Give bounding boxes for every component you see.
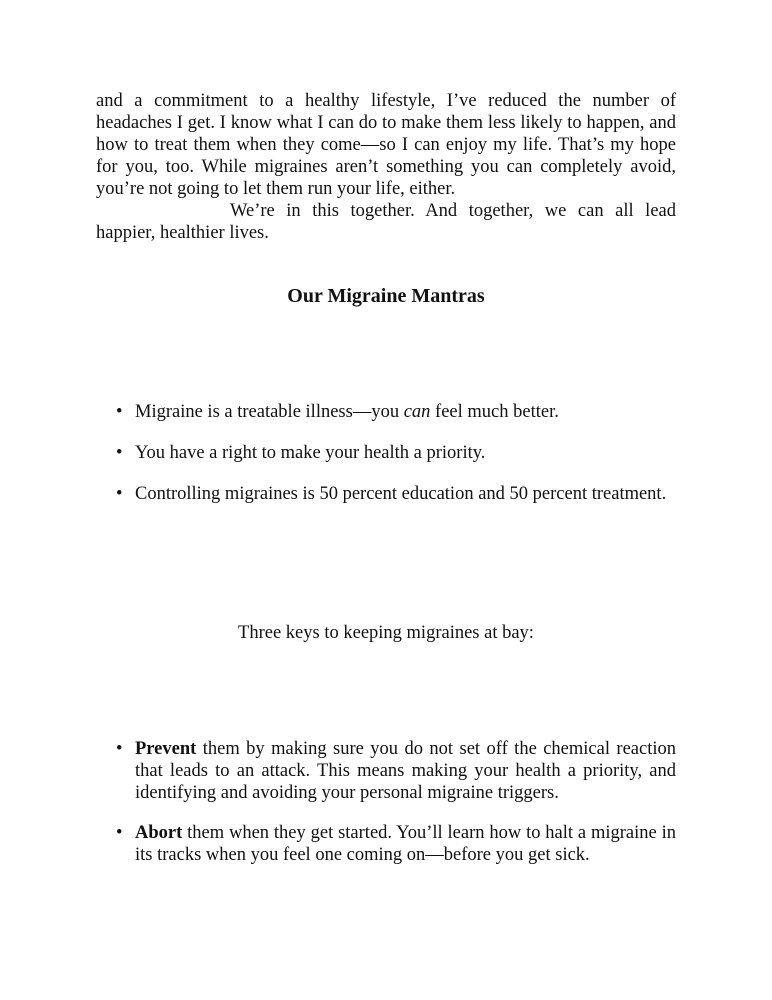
bullet-icon: • bbox=[116, 823, 123, 843]
list-item bbox=[96, 483, 676, 505]
mantra-text: Migraine is a treatable illness—you bbox=[135, 402, 404, 422]
body-text bbox=[96, 90, 676, 244]
mantras-list bbox=[96, 401, 676, 524]
mantra-text: feel much better. bbox=[430, 402, 559, 422]
intro-paragraph: and a commitment to a healthy lifestyle, I’ve reduced the number of headaches I get. I know what I can do to make them less likely to happen, and how to treat them when they come—so I can enjoy my life. That’s my hope for you, too. While migraines aren’t something you can completely avoid, you’re not going to let them run your life, either. bbox=[96, 91, 676, 199]
mantra-text: Controlling migraines is 50 percent education and 50 percent treatment. bbox=[135, 484, 667, 504]
mantra-text: You have a right to make your health a priority. bbox=[135, 443, 486, 463]
list-item bbox=[96, 401, 676, 423]
bullet-icon: • bbox=[116, 484, 123, 504]
section-heading: Our Migraine Mantras bbox=[287, 285, 485, 307]
closing-paragraph: We’re in this together. And together, we can all lead happier, healthier lives. bbox=[96, 201, 676, 243]
keys-list bbox=[96, 738, 676, 884]
key-text: them when they get started. You’ll learn how to halt a migraine in its tracks when you feel one coming on—before you get sick. bbox=[135, 823, 676, 865]
list-item bbox=[96, 442, 676, 464]
key-term: Abort bbox=[135, 823, 183, 843]
list-item bbox=[96, 822, 676, 866]
list-item bbox=[96, 738, 676, 804]
bullet-icon: • bbox=[116, 402, 123, 422]
keys-intro: Three keys to keeping migraines at bay: bbox=[238, 623, 534, 643]
key-text: them by making sure you do not set off the chemical reaction that leads to an attack. This means making your health a priority, and identifying and avoiding your personal migraine triggers. bbox=[135, 739, 676, 803]
mantra-emphasis: can bbox=[403, 402, 431, 422]
bullet-icon: • bbox=[116, 443, 123, 463]
bullet-icon: • bbox=[116, 739, 123, 759]
key-term: Prevent bbox=[135, 739, 197, 759]
